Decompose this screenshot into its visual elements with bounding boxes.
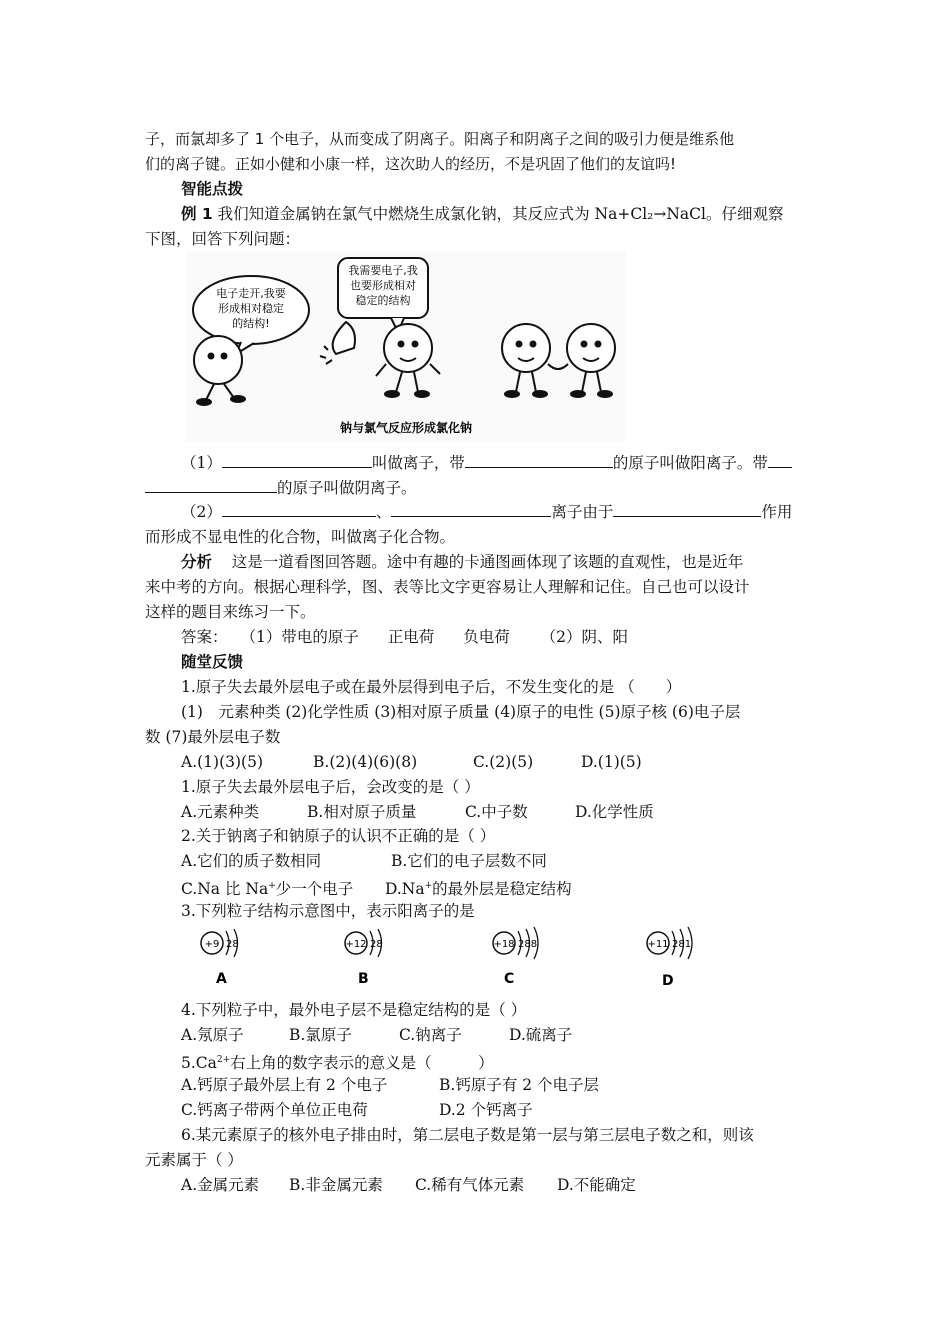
blank-2[interactable]: [465, 453, 613, 468]
f4-option-d[interactable]: D.硫离子: [509, 1026, 573, 1044]
bubble-2-line-3: 稳定的结构: [355, 294, 411, 307]
f2-option-b[interactable]: B.它们的电子层数不同: [391, 852, 547, 870]
question-1-line-1: [181, 452, 811, 474]
blank-5[interactable]: [391, 502, 551, 517]
feedback-q1b: 1.原子失去最外层电子后，会改变的是（ ）: [181, 778, 480, 796]
q1-text-b: 叫做离子，带: [371, 454, 465, 472]
feedback-q5: [181, 1049, 811, 1074]
bubble-1-line-1: 电子走开,我要: [216, 287, 286, 300]
f5-text-2: 右上角的数字表示的意义是（ ）: [230, 1054, 494, 1073]
section-heading-tips: 智能点拨: [181, 180, 244, 198]
f4-option-b[interactable]: B.氯原子: [289, 1026, 352, 1044]
f2-option-c-text-2: 少一个电子: [275, 880, 354, 899]
atom-a-label: A: [216, 971, 227, 987]
bubble-1-line-2: 形成相对稳定: [218, 302, 284, 315]
f5-text-1: 5.Ca: [181, 1054, 217, 1073]
analysis-line-1: [181, 551, 811, 573]
q1-number: （1）: [181, 454, 222, 472]
atom-structure-diagrams: [190, 925, 720, 993]
f2-option-c-sup: +: [268, 881, 276, 891]
atom-diagram-c[interactable]: [493, 927, 538, 987]
answer-part-2: 正电荷: [387, 628, 435, 646]
atom-c-shells: 288: [518, 939, 538, 950]
analysis-line-3: 这样的题目来练习一下。: [145, 603, 316, 621]
example-text: 我们知道金属钠在氯气中燃烧生成氯化钠，其反应式为 Na+Cl₂→NaCl。仔细观察: [217, 205, 784, 223]
example-1-line-2: 下图，回答下列问题：: [145, 230, 301, 248]
q2-text-c: 离子由于: [551, 503, 614, 521]
f1-option-a[interactable]: A.(1)(3)(5): [181, 753, 263, 771]
feedback-q6-options: [181, 1174, 811, 1196]
analysis-label: 分析: [181, 553, 213, 571]
atom-diagram-d[interactable]: [647, 927, 692, 989]
f1b-option-c[interactable]: C.中子数: [465, 803, 528, 821]
blank-3a[interactable]: [768, 453, 792, 468]
answer-part-4: （2）阴、阳: [540, 628, 629, 646]
answer-line: [181, 626, 811, 648]
q2-number: （2）: [181, 503, 222, 521]
atom-a-nucleus: +9: [204, 939, 220, 950]
f6-option-d[interactable]: D.不能确定: [557, 1176, 636, 1194]
feedback-q2: 2.关于钠离子和钠原子的认识不正确的是（ ）: [181, 827, 496, 845]
f5-option-c[interactable]: C.钙离子带两个单位正电荷: [181, 1101, 368, 1119]
feedback-q4-options: [181, 1024, 811, 1046]
feedback-q1b-options: [181, 801, 811, 823]
f4-option-a[interactable]: A.氖原子: [181, 1026, 244, 1044]
f5-option-d[interactable]: D.2 个钙离子: [439, 1101, 533, 1119]
f1-option-d[interactable]: D.(1)(5): [581, 753, 642, 771]
q1-text-c: 的原子叫做阳离子。带: [612, 454, 768, 472]
atom-diagram-b[interactable]: [345, 929, 383, 987]
f1b-option-b[interactable]: B.相对原子质量: [307, 803, 417, 821]
question-1-line-2: [145, 477, 810, 499]
feedback-q1-options: [181, 751, 811, 773]
atom-b-shells: 28: [370, 939, 383, 950]
analysis-text: 这是一道看图回答题。途中有趣的卡通图画体现了该题的直观性，也是近年: [231, 553, 744, 571]
bubble-1-line-3: 的结构!: [232, 317, 270, 330]
atom-b-label: B: [358, 971, 369, 987]
feedback-q1-items-2: 数 (7)最外层电子数: [145, 728, 281, 746]
f2-option-d-text-2: 的最外层是稳定结构: [432, 880, 572, 899]
question-2-line-2: 而形成不显电性的化合物，叫做离子化合物。: [145, 528, 456, 546]
atom-b-nucleus: +12: [345, 939, 367, 950]
q2-text-b: 、: [375, 503, 392, 521]
atom-diagram-a[interactable]: [201, 929, 239, 987]
blank-4[interactable]: [222, 502, 376, 517]
feedback-q1-items: (1) 元素种类 (2)化学性质 (3)相对原子质量 (4)原子的电性 (5)原子核 (6)电子层: [181, 703, 741, 721]
f4-option-c[interactable]: C.钠离子: [399, 1026, 462, 1044]
f5-option-a[interactable]: A.钙原子最外层上有 2 个电子: [181, 1076, 388, 1094]
bubble-2-line-1: 我需要电子,我: [348, 264, 418, 277]
f1b-option-a[interactable]: A.元素种类: [181, 803, 260, 821]
f1-option-b[interactable]: B.(2)(4)(6)(8): [313, 753, 418, 771]
f5-option-b[interactable]: B.钙原子有 2 个电子层: [439, 1076, 600, 1094]
feedback-q6-line-2: 元素属于（ ）: [145, 1151, 243, 1169]
f6-option-a[interactable]: A.金属元素: [181, 1176, 260, 1194]
f6-option-b[interactable]: B.非金属元素: [289, 1176, 383, 1194]
answer-part-3: 负电荷: [463, 628, 510, 646]
figure-caption: 钠与氯气反应形成氯化钠: [339, 421, 473, 435]
example-label: 例 1: [181, 205, 213, 223]
f1b-option-d[interactable]: D.化学性质: [575, 803, 654, 821]
blank-6[interactable]: [613, 502, 761, 517]
section-heading-feedback: 随堂反馈: [181, 653, 244, 671]
q2-text-d: 作用: [761, 503, 793, 521]
blank-3b[interactable]: [145, 478, 277, 493]
atom-a-shells: 28: [226, 939, 239, 950]
feedback-q2-options-1: [181, 850, 811, 872]
blank-1[interactable]: [222, 453, 372, 468]
f5-superscript: 2+: [216, 1055, 231, 1065]
bubble-2-line-2: 也要形成相对: [350, 279, 416, 292]
f1-option-c[interactable]: C.(2)(5): [473, 753, 534, 771]
answer-part-1: （1）带电的原子: [240, 628, 359, 646]
atom-c-label: C: [504, 971, 515, 987]
atom-c-nucleus: +18: [493, 939, 515, 950]
question-2-line-1: [181, 501, 811, 523]
intro-line-2: 们的离子键。正如小健和小康一样，这次助人的经历，不是巩固了他们的友谊吗!: [145, 155, 677, 173]
cartoon-figure: [186, 252, 626, 442]
f2-option-c[interactable]: [181, 875, 385, 900]
f2-option-d-sup: +: [424, 881, 433, 891]
feedback-q3: 3.下列粒子结构示意图中，表示阳离子的是: [181, 902, 475, 920]
analysis-line-2: 来中考的方向。根据心理科学，图、表等比文字更容易让人理解和记住。自己也可以设计: [145, 578, 750, 596]
f2-option-d[interactable]: [385, 875, 572, 900]
atom-d-shells: 281: [672, 939, 692, 950]
answer-label: 答案：: [181, 628, 228, 646]
example-1-line: [181, 203, 811, 225]
atom-d-label: D: [662, 973, 674, 989]
atom-d-nucleus: +11: [647, 939, 669, 950]
feedback-q1: 1.原子失去最外层电子或在最外层得到电子后，不发生变化的是 （ ）: [181, 678, 682, 696]
intro-line-1: 子，而氯却多了 1 个电子，从而变成了阴离子。阳离子和阴离子之间的吸引力便是维系他: [145, 130, 735, 148]
f2-option-a[interactable]: A.它们的质子数相同: [181, 852, 322, 870]
feedback-q6: 6.某元素原子的核外电子排由时，第二层电子数是第一层与第三层电子数之和，则该: [181, 1126, 754, 1144]
feedback-q2-options-2: [181, 875, 811, 900]
f2-option-c-text-1: C.Na 比 Na: [181, 880, 269, 899]
feedback-q5-options-1: [181, 1074, 811, 1096]
f6-option-c[interactable]: C.稀有气体元素: [415, 1176, 525, 1194]
feedback-q4: 4.下列粒子中，最外电子层不是稳定结构的是（ ）: [181, 1001, 527, 1019]
f2-option-d-text-1: D.Na: [385, 880, 425, 899]
feedback-q5-options-2: [181, 1099, 811, 1121]
q1-text-d: 的原子叫做阴离子。: [277, 479, 417, 497]
